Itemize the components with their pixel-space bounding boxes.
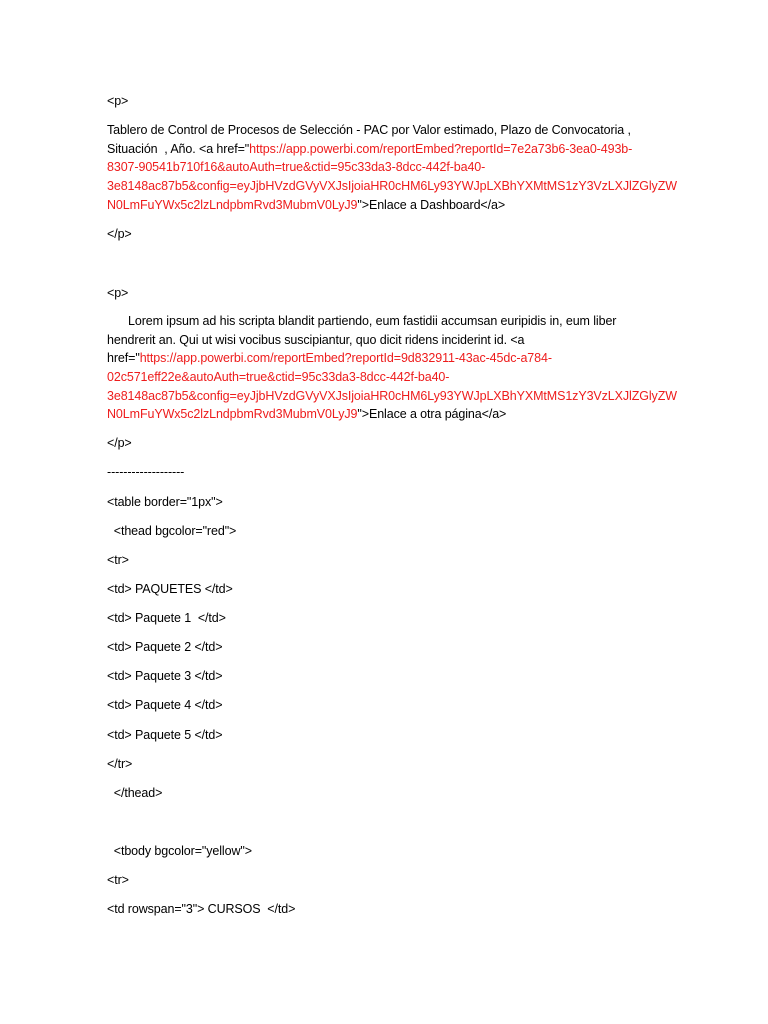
p-close-tag: </p>	[107, 436, 132, 450]
p-open-tag: <p>	[107, 286, 129, 300]
p-open-tag: <p>	[107, 94, 129, 108]
dashboard-link-label: ">Enlace a Dashboard</a>	[357, 198, 506, 212]
p2-line-2: hendrerit an. Qui ut wisi vocibus suscipiantur, quo dicit ridens inciderint id. <a	[107, 333, 525, 347]
separator-line: -------------------	[107, 465, 185, 479]
p1-line-1: Tablero de Control de Procesos de Selección - PAC por Valor estimado, Plazo de Convocatoria ,	[107, 123, 631, 137]
code-line-td-paquetes: <td> PAQUETES </td>	[107, 582, 233, 596]
code-line-thead: <thead bgcolor="red">	[107, 524, 237, 538]
dashboard-url-line-2[interactable]: 8307-90541b710f16&autoAuth=true&ctid=95c33da3-8dcc-442f-ba40-	[107, 160, 486, 174]
code-line-td-paquete-1: <td> Paquete 1 </td>	[107, 611, 226, 625]
code-line-tr: <tr>	[107, 553, 129, 567]
p1-line-2	[107, 140, 632, 159]
code-line-tr-2: <tr>	[107, 873, 129, 887]
code-line-tr-close: </tr>	[107, 757, 133, 771]
dashboard-url-link[interactable]: https://app.powerbi.com/reportEmbed?reportId=7e2a73b6-3ea0-493b-	[249, 142, 633, 156]
code-line-td-paquete-4: <td> Paquete 4 </td>	[107, 698, 223, 712]
p2-line-6	[107, 405, 506, 424]
other-page-link-label: ">Enlace a otra página</a>	[357, 407, 507, 421]
p-close-tag: </p>	[107, 227, 132, 241]
p1-line-2-text: Situación , Año. <a href="	[107, 142, 250, 156]
code-line-td-paquete-3: <td> Paquete 3 </td>	[107, 669, 223, 683]
other-page-url-line-4[interactable]: N0LmFuYWx5c2lzLndpbmRvd3MubmV0LyJ9	[107, 407, 358, 421]
code-line-td-cursos: <td rowspan="3"> CURSOS </td>	[107, 902, 296, 916]
code-line-thead-close: </thead>	[107, 786, 163, 800]
p2-line-3	[107, 349, 552, 368]
dashboard-url-line-3[interactable]: 3e8148ac87b5&config=eyJjbHVzdGVyVXJsIjoiaHR0cHM6Ly93YWJpLXBhYXMtMS1zY3VzLXJlZGlyZW	[107, 179, 677, 193]
code-line-tbody: <tbody bgcolor="yellow">	[107, 844, 252, 858]
code-line-td-paquete-2: <td> Paquete 2 </td>	[107, 640, 223, 654]
code-line-table: <table border="1px">	[107, 495, 223, 509]
p1-line-5	[107, 196, 505, 215]
other-page-url-line-2[interactable]: 02c571eff22e&autoAuth=true&ctid=95c33da3-8dcc-442f-ba40-	[107, 370, 450, 384]
code-line-td-paquete-5: <td> Paquete 5 </td>	[107, 728, 223, 742]
p2-line-1: Lorem ipsum ad his scripta blandit partiendo, eum fastidii accumsan euripidis in, eum liber	[128, 314, 617, 328]
other-page-url-line-3[interactable]: 3e8148ac87b5&config=eyJjbHVzdGVyVXJsIjoiaHR0cHM6Ly93YWJpLXBhYXMtMS1zY3VzLXJlZGlyZW	[107, 389, 677, 403]
dashboard-url-line-4[interactable]: N0LmFuYWx5c2lzLndpbmRvd3MubmV0LyJ9	[107, 198, 358, 212]
other-page-url-link[interactable]: https://app.powerbi.com/reportEmbed?reportId=9d832911-43ac-45dc-a784-	[139, 351, 552, 365]
p2-line-3-text: href="	[107, 351, 140, 365]
